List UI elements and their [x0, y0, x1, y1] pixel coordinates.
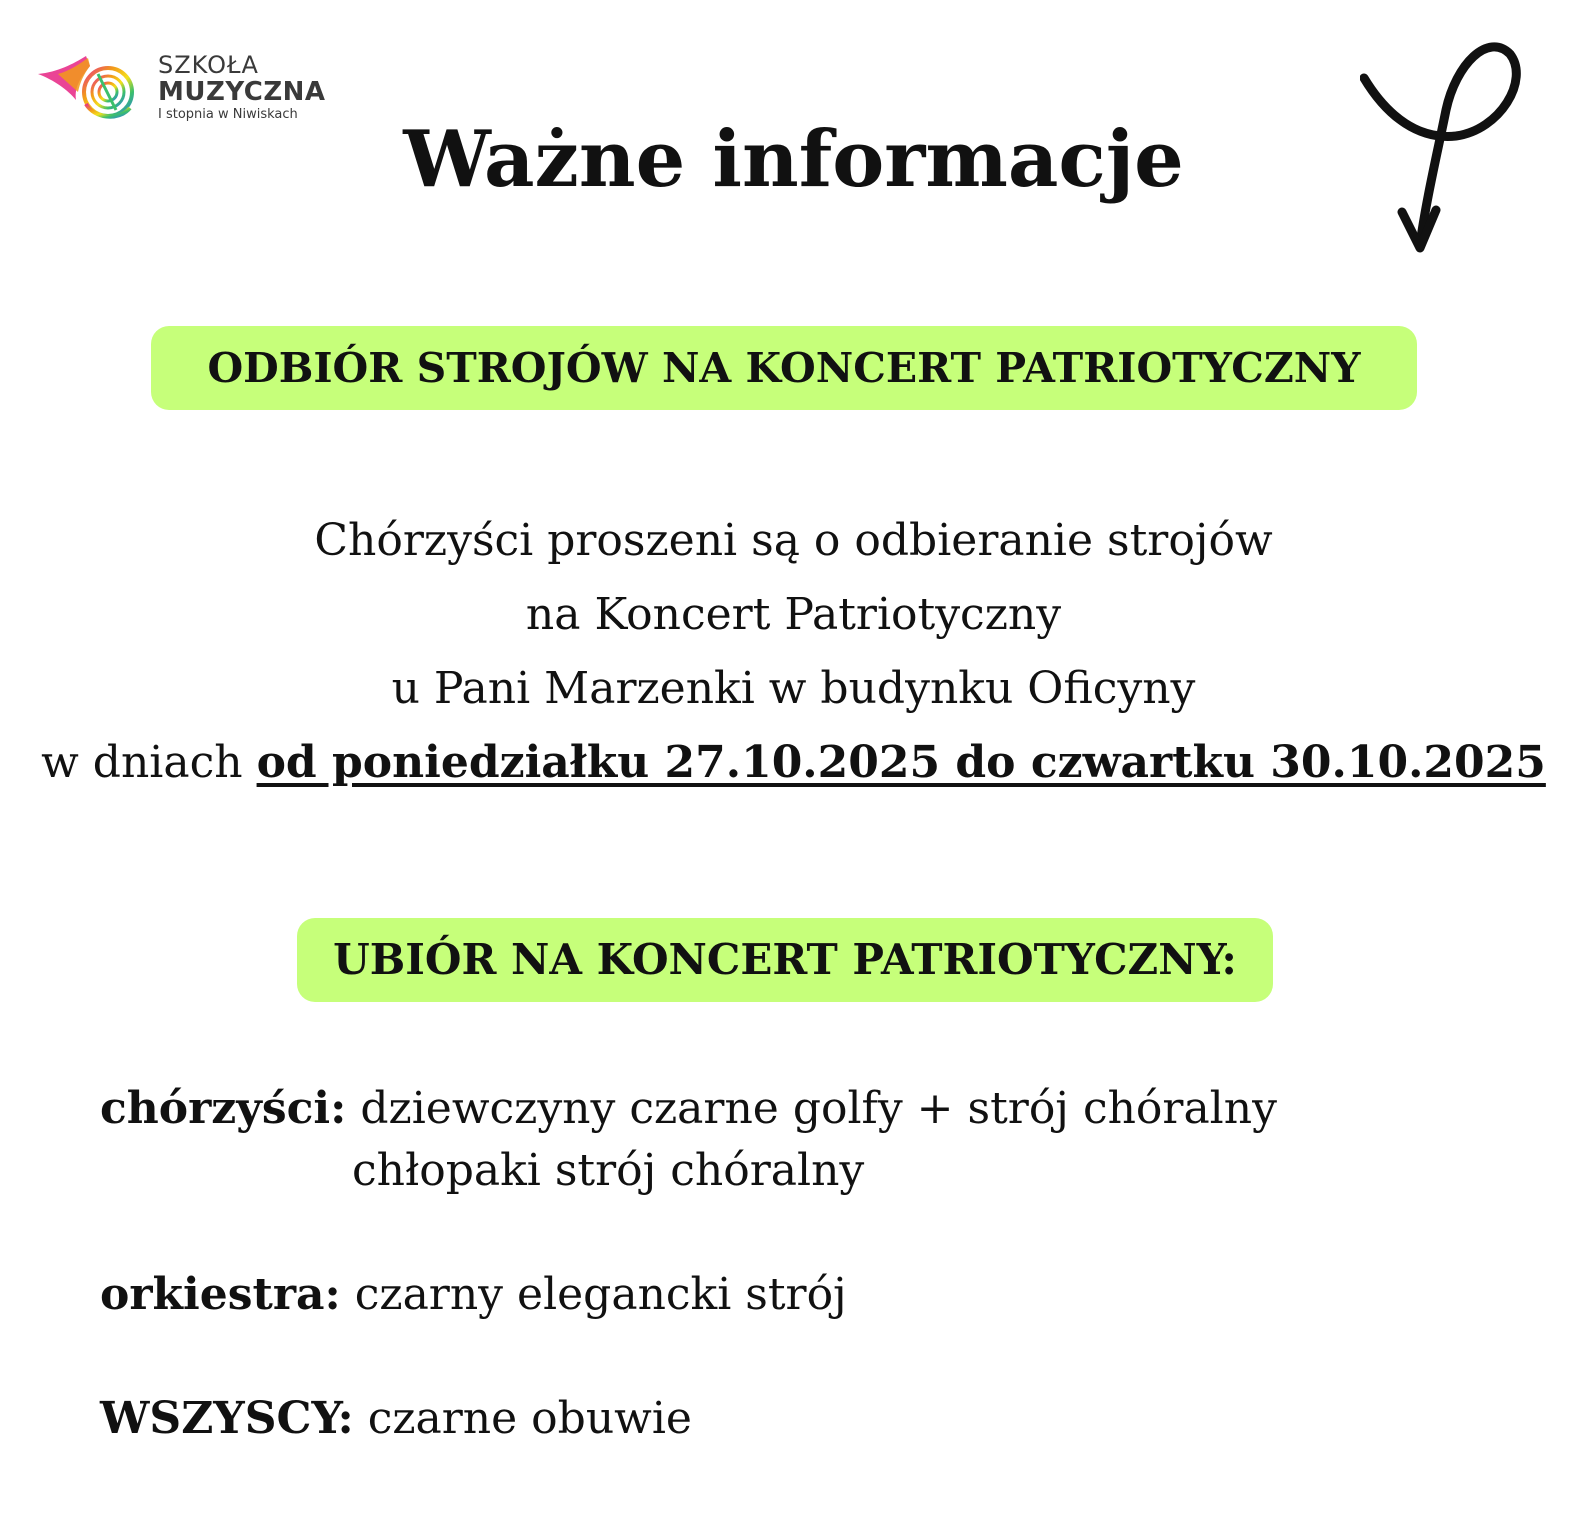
- orchestra-text: czarny elegancki strój: [340, 1269, 847, 1320]
- notice-line-3: u Pani Marzenki w budynku Oficyny: [391, 663, 1196, 714]
- page-title: Ważne informacje: [403, 114, 1184, 205]
- logo-line-school: SZKOŁA: [158, 51, 259, 79]
- dress-all: [100, 1388, 692, 1450]
- pickup-notice: [0, 504, 1587, 800]
- date-prefix: w dniach: [41, 737, 257, 788]
- dress-orchestra: [100, 1264, 847, 1326]
- date-range: od poniedziałku 27.10.2025 do czwartku 30.10.2025: [256, 737, 1546, 788]
- orchestra-label: orkiestra:: [100, 1269, 341, 1320]
- logo-line-location: I stopnia w Niwiskach: [158, 107, 298, 122]
- choir-boys-text: chłopaki strój chóralny: [352, 1145, 865, 1196]
- choir-label: chórzyści:: [100, 1083, 347, 1134]
- all-label: WSZYSCY:: [100, 1393, 354, 1444]
- logo-line-music: MUZYCZNA: [158, 77, 326, 107]
- section-heading-dress-code: UBIÓR NA KONCERT PATRIOTYCZNY:: [297, 918, 1273, 1002]
- notice-date-line: [0, 726, 1587, 800]
- notice-line-2: na Koncert Patriotyczny: [525, 589, 1062, 640]
- section-heading-costume-pickup: ODBIÓR STROJÓW NA KONCERT PATRIOTYCZNY: [151, 326, 1417, 410]
- dress-choir: [100, 1078, 1277, 1140]
- choir-girls-text: dziewczyny czarne golfy + strój chóralny: [346, 1083, 1277, 1134]
- all-text: czarne obuwie: [353, 1393, 692, 1444]
- curly-arrow-down-icon: [1360, 40, 1540, 260]
- notice-line-1: Chórzyści proszeni są o odbieranie strojów: [314, 515, 1273, 566]
